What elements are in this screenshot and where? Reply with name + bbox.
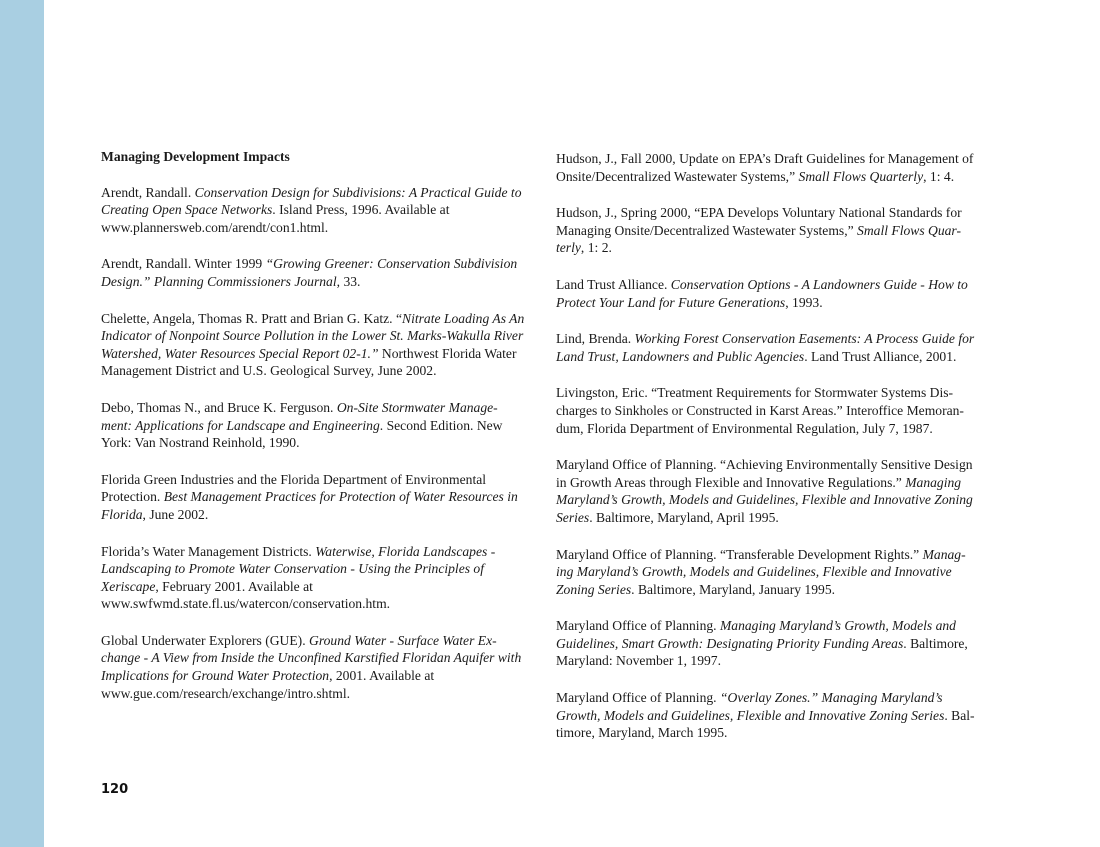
left-column [101, 148, 526, 721]
reference-title: Manag-ing Maryland’s Growth, Models and Guidelines, Flexible and Innovative Zoning Series [556, 546, 966, 597]
right-column [556, 150, 976, 761]
reference-text: . Second Edition. New York: Van Nostrand Reinhold, 1990. [101, 417, 503, 451]
reference-entry [556, 276, 976, 311]
reference-title: Managing Maryland’s Growth, Models and Guidelines, Flexible and Innovative Zoning Series [556, 474, 973, 525]
reference-text: Hudson, J., Spring 2000, “EPA Develops Voluntary National Standards for Managing Onsite/Decentralized Wastewater Systems,” [556, 205, 962, 238]
reference-text: Florida’s Water Management Districts. [101, 543, 316, 559]
reference-text: Hudson, J., Fall 2000, Update on EPA’s Draft Guidelines for Management of Onsite/Decentralized Wastewater Systems,” [556, 151, 974, 184]
reference-entry [101, 543, 526, 613]
reference-text: Chelette, Angela, Thomas R. Pratt and Brian G. Katz. “ [101, 310, 403, 326]
reference-title: Nitrate Loading As An Indicator of Nonpoint Source Pollution in the Lower St. Marks-Wakulla River Watershed, Water Resources Special Report 02-1.” [101, 310, 525, 361]
reference-entry [101, 310, 526, 380]
reference-entry [556, 689, 976, 742]
reference-title: Conservation Options - A Landowners Guide - How to Protect Your Land for Future Generations [556, 276, 968, 310]
reference-text: Lind, Brenda. [556, 331, 635, 347]
right-reference-list [556, 150, 976, 742]
reference-text: Maryland Office of Planning. [556, 618, 720, 634]
reference-entry [556, 150, 976, 185]
reference-entry [556, 546, 976, 599]
reference-entry [101, 399, 526, 452]
sidebar-color-band [0, 0, 44, 847]
reference-entry [101, 471, 526, 524]
reference-entry [556, 384, 976, 437]
reference-title: Small Flows Quar-terly [556, 222, 961, 256]
reference-text: Global Underwater Explorers (GUE). [101, 632, 309, 648]
reference-entry [556, 330, 976, 365]
reference-entry [101, 632, 526, 702]
reference-text: Maryland Office of Planning. “Achieving Environmentally Sensitive Design in Growth Areas through Flexible and Innovative Regulations.” [556, 457, 973, 490]
reference-entry [101, 255, 526, 290]
left-reference-list [101, 184, 526, 703]
reference-title: Managing Maryland’s Growth, Models and Guidelines, Smart Growth: Designating Priority Funding Areas [556, 618, 956, 651]
reference-entry [101, 184, 526, 237]
reference-title: Waterwise, Florida Landscapes - Landscaping to Promote Water Conservation - Using the Principles of Xeriscape [101, 543, 496, 594]
reference-text: , 2001. Available at www.gue.com/research/exchange/intro.shtml. [101, 668, 435, 701]
reference-title: Best Management Practices for Protection of Water Resources in Florida [101, 489, 518, 522]
reference-text: Arendt, Randall. [101, 184, 195, 200]
reference-text: Arendt, Randall. Winter 1999 [101, 256, 266, 272]
reference-title: On-Site Stormwater Manage-ment: Applications for Landscape and Engineering [101, 399, 498, 433]
reference-text: . Baltimore, Maryland: November 1, 1997. [556, 635, 968, 669]
reference-text: . Bal-timore, Maryland, March 1995. [556, 707, 975, 741]
reference-entry [556, 617, 976, 670]
reference-text: Florida Green Industries and the Florida Department of Environmental Protection. [101, 471, 487, 505]
reference-text: , 33. [336, 273, 361, 289]
reference-title: Ground Water - Surface Water Ex-change - A View from Inside the Unconfined Karstified Floridan Aquifer with Implications for Ground Water Protection [101, 632, 522, 684]
reference-text: . Baltimore, Maryland, April 1995. [589, 509, 779, 525]
reference-title: “Overlay Zones.” Managing Maryland’s Growth, Models and Guidelines, Flexible and Innovative Zoning Series [556, 690, 945, 723]
section-heading: Managing Development Impacts [101, 149, 290, 164]
reference-text: , 1993. [785, 294, 823, 310]
reference-text: , 1: 2. [580, 240, 612, 256]
reference-entry [556, 456, 976, 526]
reference-entry [556, 204, 976, 257]
reference-text: Debo, Thomas N., and Bruce K. Ferguson. [101, 399, 337, 415]
reference-text: Land Trust Alliance. [556, 276, 671, 292]
reference-text: Northwest Florida Water Management District and U.S. Geological Survey, June 2002. [101, 345, 517, 379]
reference-text: . Island Press, 1996. Available at www.plannersweb.com/arendt/con1.html. [101, 202, 450, 235]
reference-text: Maryland Office of Planning. [556, 690, 720, 706]
reference-text: . Baltimore, Maryland, January 1995. [631, 581, 836, 597]
reference-text: , February 2001. Available at www.swfwmd.state.fl.us/watercon/conservation.htm. [101, 578, 391, 612]
reference-text: , June 2002. [142, 506, 209, 522]
reference-text: . Land Trust Alliance, 2001. [804, 348, 957, 364]
page-number: 120 [101, 782, 129, 797]
reference-title: Working Forest Conservation Easements: A Process Guide for Land Trust, Landowners and Public Agencies [556, 331, 975, 364]
reference-text: Maryland Office of Planning. “Transferable Development Rights.” [556, 546, 923, 562]
reference-text: Livingston, Eric. “Treatment Requirements for Stormwater Systems Dis-charges to Sinkholes or Constructed in Karst Areas.” Interoffice Memoran-dum, Florida Department of Environmental Regulation, July 7, 1987. [556, 385, 964, 436]
reference-title: “Growing Greener: Conservation Subdivision Design.” Planning Commissioners Journal [101, 256, 518, 289]
reference-title: Small Flows Quarterly [798, 168, 924, 184]
reference-text: , 1: 4. [923, 168, 955, 184]
reference-title: Conservation Design for Subdivisions: A Practical Guide to Creating Open Space Networks [101, 184, 522, 218]
